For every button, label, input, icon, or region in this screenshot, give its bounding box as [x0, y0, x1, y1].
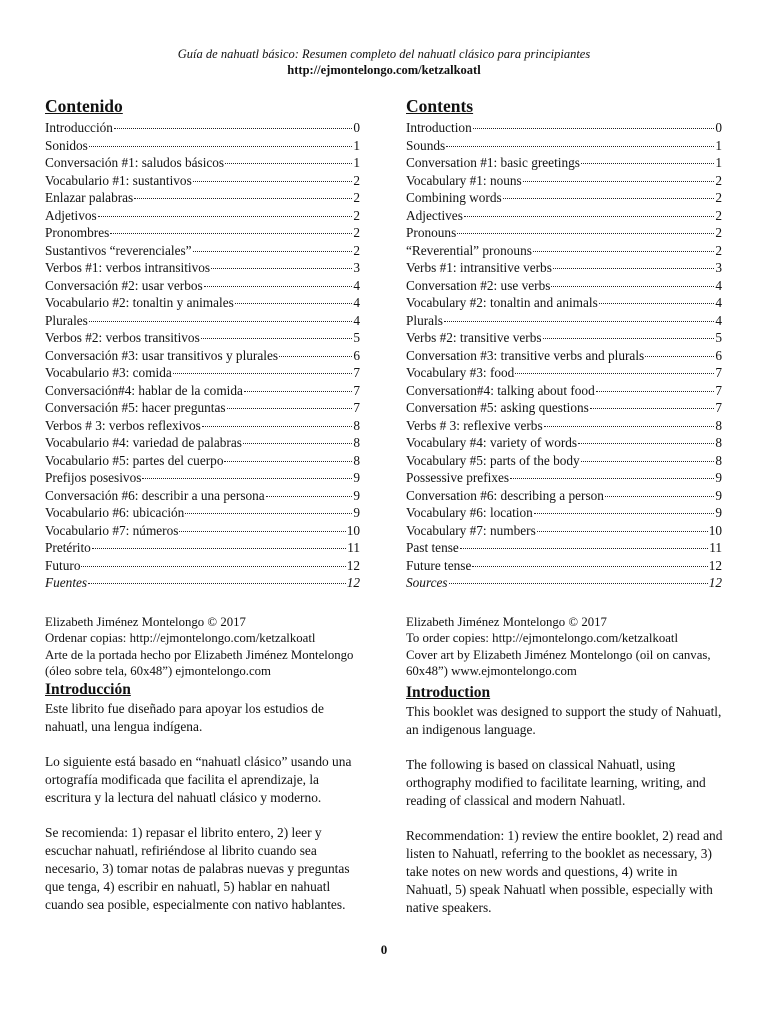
toc-entry: [406, 557, 722, 575]
toc-entry-title: Vocabulario #4: variedad de palabras: [45, 435, 242, 450]
toc-entry-page: 6: [353, 347, 360, 363]
toc-entry-page: 2: [353, 190, 360, 205]
toc-leader-dots: [173, 373, 353, 374]
toc-entry-page: 8: [715, 452, 722, 468]
toc-entry-title: Verbs #1: intransitive verbs: [406, 260, 552, 275]
toc-leader-dots: [533, 251, 714, 252]
toc-entry-title: Conversación #3: usar transitivos y plurales: [45, 347, 279, 363]
toc-entry-title: Sources: [406, 575, 448, 590]
toc-entry-title: Possessive prefixes: [406, 470, 510, 485]
toc-entry: [45, 294, 360, 312]
toc-entry-title: Sonidos: [45, 137, 88, 153]
toc-entry-title: Vocabulario #6: ubicación: [45, 505, 185, 520]
toc-entry: [45, 207, 360, 225]
toc-entry-page: 4: [353, 295, 360, 310]
toc-leader-dots: [98, 216, 353, 217]
toc-entry-page: 8: [353, 417, 360, 433]
toc-entry-title: Combining words: [406, 190, 502, 205]
toc-leader-dots: [89, 321, 353, 322]
toc-entry-title: Vocabulario #7: números: [45, 522, 179, 538]
toc-entry-title: Pronouns: [406, 225, 457, 240]
toc-entry-title: Vocabulario #5: partes del cuerpo: [45, 452, 224, 468]
toc-entry-title: Vocabulary #1: nouns: [406, 172, 522, 188]
order-copies-es: Ordenar copias: http://ejmontelongo.com/ketzalkoatl: [45, 631, 316, 645]
toc-entry-page: 4: [715, 312, 722, 328]
intro-paragraph-3-en: Recommendation: 1) review the entire booklet, 2) read and listen to Nahuatl, referring to the booklet as necessary, 3) take notes on new words and questions, 4) write in Nahuatl, 5) speak Nahuatl when possible, especially with native speakers.: [406, 828, 723, 915]
toc-entry: [45, 347, 360, 365]
toc-entry-title: Introduction: [406, 120, 472, 135]
toc-leader-dots: [473, 128, 715, 129]
toc-entry-page: 12: [346, 557, 360, 573]
toc-entry-page: 1: [353, 155, 360, 170]
toc-leader-dots: [227, 408, 353, 409]
toc-entry-title: Pronombres: [45, 225, 110, 240]
toc-entry-page: 2: [353, 225, 360, 240]
toc-entry: [406, 224, 722, 242]
toc-entry: [406, 487, 722, 505]
copyright-en: Elizabeth Jiménez Montelongo © 2017: [406, 614, 607, 629]
toc-leader-dots: [193, 181, 353, 182]
toc-entry-page: 7: [715, 382, 722, 398]
toc-entry-page: 2: [715, 207, 722, 223]
toc-entry-page: 9: [353, 487, 360, 503]
toc-entry-page: 10: [346, 522, 360, 538]
toc-entry-title: Vocabulary #2: tonaltin and animals: [406, 295, 598, 310]
toc-entry: [406, 259, 722, 277]
toc-entry-title: Prefijos posesivos: [45, 470, 142, 485]
toc-entry-title: Futuro: [45, 557, 81, 573]
cover-art-en: Cover art by Elizabeth Jiménez Montelongo (oil on canvas, 60x48”) www.ejmontelongo.com: [406, 647, 711, 678]
toc-leader-dots: [89, 146, 352, 147]
toc-entry-page: 2: [715, 172, 722, 188]
toc-entry-title: Conversación #5: hacer preguntas: [45, 400, 226, 415]
toc-entry: [45, 259, 360, 277]
toc-leader-dots: [464, 216, 714, 217]
intro-paragraph-1-es: Este librito fue diseñado para apoyar los estudios de nahuatl, una lengua indígena.: [45, 701, 324, 734]
toc-entry: [406, 574, 722, 592]
toc-leader-dots: [599, 303, 715, 304]
toc-entry-page: 9: [353, 505, 360, 520]
toc-entry-title: Introducción: [45, 120, 113, 135]
toc-entry-title: Pretérito: [45, 540, 91, 555]
toc-entry: [45, 119, 360, 137]
toc-entry-page: 10: [708, 522, 722, 538]
toc-entry-title: Conversation#4: talking about food: [406, 382, 595, 398]
toc-entry: [406, 137, 722, 155]
toc-entry-page: 0: [715, 120, 722, 135]
toc-entry: [45, 242, 360, 260]
toc-entry: [45, 504, 360, 522]
toc-entry-title: Sounds: [406, 137, 446, 153]
toc-leader-dots: [551, 286, 714, 287]
toc-entry: [45, 137, 360, 155]
order-copies-en: To order copies: http://ejmontelongo.com/ketzalkoatl: [406, 631, 679, 645]
toc-entry-title: Adjectives: [406, 207, 463, 223]
toc-entry-title: Vocabulary #4: variety of words: [406, 435, 578, 450]
toc-entry-title: Conversación #1: saludos básicos: [45, 155, 225, 170]
toc-entry-page: 2: [715, 242, 722, 258]
toc-leader-dots: [279, 356, 352, 357]
toc-entry-title: Conversación #6: describir a una persona: [45, 487, 265, 503]
toc-entry-page: 8: [353, 435, 360, 450]
toc-leader-dots: [590, 408, 715, 409]
intro-paragraph-2-es: Lo siguiente está basado en “nahuatl clásico” usando una ortografía modificada que facilita el aprendizaje, la escritura y la lectura del nahuatl clásico y moderno.: [45, 754, 352, 805]
toc-leader-dots: [81, 566, 345, 567]
toc-entry-title: Conversation #1: basic greetings: [406, 155, 580, 170]
toc-leader-dots: [211, 268, 352, 269]
toc-entry-title: Future tense: [406, 557, 472, 573]
toc-entry-page: 6: [715, 347, 722, 363]
toc-leader-dots: [581, 461, 715, 462]
toc-entry-title: Sustantivos “reverenciales”: [45, 242, 192, 258]
toc-leader-dots: [266, 496, 353, 497]
toc-entry: [406, 364, 722, 382]
toc-entry-page: 1: [715, 155, 722, 170]
toc-entry-page: 3: [715, 260, 722, 275]
toc-entry: [45, 364, 360, 382]
toc-entry: [45, 172, 360, 190]
toc-entry-title: Verbos #1: verbos intransitivos: [45, 260, 211, 275]
toc-entry-page: 2: [353, 172, 360, 188]
toc-entry-page: 7: [715, 400, 722, 415]
toc-entry: [406, 312, 722, 330]
toc-entry-title: Conversación#4: hablar de la comida: [45, 382, 243, 398]
toc-entry-title: Vocabulary #7: numbers: [406, 522, 536, 538]
toc-entry-title: Vocabulario #2: tonaltin y animales: [45, 295, 234, 310]
toc-title-es: Contenido: [45, 96, 123, 116]
toc-entry-title: Enlazar palabras: [45, 190, 134, 205]
toc-entry: [45, 434, 360, 452]
toc-leader-dots: [449, 583, 708, 584]
toc-list-es: [45, 119, 360, 592]
toc-entry-page: 7: [353, 400, 360, 415]
toc-entry-page: 4: [353, 312, 360, 328]
header-url: http://ejmontelongo.com/ketzalkoatl: [287, 63, 481, 77]
intro-paragraph-3-es: Se recomienda: 1) repasar el librito entero, 2) leer y escuchar nahuatl, refiriéndose al librito cuando sea necesario, 3) tomar notas de palabras nuevas y preguntas que tenga, 4) escribir en nahuatl, 5) hablar en nahuatl cuando sea posible, especialmente con nativo hablantes.: [45, 825, 350, 912]
toc-entry: [406, 347, 722, 365]
toc-entry-title: Plurales: [45, 312, 88, 328]
toc-leader-dots: [243, 443, 352, 444]
toc-entry-page: 12: [708, 557, 722, 573]
toc-leader-dots: [537, 531, 708, 532]
toc-leader-dots: [645, 356, 714, 357]
toc-entry: [45, 154, 360, 172]
toc-leader-dots: [204, 286, 353, 287]
toc-leader-dots: [110, 233, 352, 234]
toc-entry-page: 3: [353, 260, 360, 275]
toc-entry-page: 7: [715, 365, 722, 380]
toc-entry-page: 1: [715, 137, 722, 153]
toc-entry: [406, 119, 722, 137]
toc-entry-page: 2: [353, 207, 360, 223]
toc-entry-page: 9: [715, 470, 722, 485]
toc-entry-page: 2: [353, 242, 360, 258]
english-column: [406, 96, 722, 680]
toc-entry-title: Conversation #2: use verbs: [406, 277, 551, 293]
toc-entry: [406, 434, 722, 452]
toc-entry-title: Fuentes: [45, 575, 88, 590]
toc-leader-dots: [543, 338, 715, 339]
toc-entry-title: Verbos # 3: verbos reflexivos: [45, 417, 201, 433]
toc-entry: [45, 469, 360, 487]
credits-es: [45, 614, 360, 680]
toc-leader-dots: [224, 461, 352, 462]
toc-leader-dots: [460, 548, 708, 549]
toc-entry-title: Vocabulario #1: sustantivos: [45, 172, 192, 188]
toc-entry-page: 0: [353, 120, 360, 135]
toc-leader-dots: [244, 391, 352, 392]
toc-entry-title: “Reverential” pronouns: [406, 242, 532, 258]
toc-leader-dots: [185, 513, 352, 514]
toc-entry: [45, 557, 360, 575]
toc-entry-title: Vocabulary #5: parts of the body: [406, 452, 580, 468]
toc-entry-page: 9: [715, 505, 722, 520]
toc-entry-page: 11: [709, 540, 722, 555]
toc-title-en: Contents: [406, 96, 474, 116]
toc-entry-title: Conversación #2: usar verbos: [45, 277, 203, 293]
toc-entry-page: 4: [715, 277, 722, 293]
toc-leader-dots: [446, 146, 714, 147]
toc-entry: [406, 539, 722, 557]
toc-entry-page: 9: [715, 487, 722, 503]
toc-entry: [45, 382, 360, 400]
toc-entry: [406, 277, 722, 295]
toc-entry: [45, 487, 360, 505]
toc-entry-page: 7: [353, 365, 360, 380]
toc-entry: [406, 452, 722, 470]
toc-leader-dots: [92, 548, 346, 549]
toc-entry: [45, 312, 360, 330]
toc-leader-dots: [88, 583, 346, 584]
toc-leader-dots: [235, 303, 353, 304]
toc-leader-dots: [201, 338, 353, 339]
toc-entry: [406, 504, 722, 522]
toc-entry: [406, 399, 722, 417]
toc-entry-title: Verbs # 3: reflexive verbs: [406, 417, 543, 433]
toc-entry-page: 8: [353, 452, 360, 468]
toc-entry-page: 4: [715, 295, 722, 310]
copyright-es: Elizabeth Jiménez Montelongo © 2017: [45, 614, 246, 629]
spanish-column: [45, 96, 360, 680]
toc-entry-page: 4: [353, 277, 360, 293]
toc-entry: [406, 154, 722, 172]
toc-leader-dots: [134, 198, 352, 199]
toc-entry-title: Verbos #2: verbos transitivos: [45, 330, 200, 345]
toc-entry-title: Vocabulario #3: comida: [45, 365, 172, 380]
toc-leader-dots: [503, 198, 715, 199]
toc-leader-dots: [142, 478, 352, 479]
toc-entry-page: 12: [346, 575, 360, 590]
toc-entry: [406, 522, 722, 540]
toc-entry: [45, 452, 360, 470]
toc-entry: [45, 189, 360, 207]
toc-entry: [406, 417, 722, 435]
toc-leader-dots: [578, 443, 714, 444]
toc-entry-title: Adjetivos: [45, 207, 97, 223]
toc-entry: [45, 399, 360, 417]
toc-entry: [45, 277, 360, 295]
toc-entry: [45, 574, 360, 592]
toc-leader-dots: [553, 268, 714, 269]
toc-entry: [45, 417, 360, 435]
toc-entry: [45, 522, 360, 540]
toc-entry: [406, 189, 722, 207]
toc-entry-page: 12: [708, 575, 722, 590]
toc-entry-title: Vocabulary #6: location: [406, 505, 533, 520]
toc-leader-dots: [515, 373, 714, 374]
toc-entry-page: 8: [715, 417, 722, 433]
toc-leader-dots: [544, 426, 715, 427]
toc-entry-page: 9: [353, 470, 360, 485]
cover-art-es: Arte de la portada hecho por Elizabeth Jiménez Montelongo (óleo sobre tela, 60x48”) ejmontelongo.com: [45, 647, 354, 678]
toc-leader-dots: [457, 233, 714, 234]
toc-entry: [406, 382, 722, 400]
toc-leader-dots: [202, 426, 353, 427]
page-number: 0: [380, 942, 388, 957]
toc-entry-title: Conversation #3: transitive verbs and plurals: [406, 347, 645, 363]
toc-leader-dots: [472, 566, 707, 567]
toc-entry-page: 5: [353, 330, 360, 345]
toc-leader-dots: [605, 496, 714, 497]
introduction-es: [45, 681, 363, 931]
toc-entry: [406, 242, 722, 260]
intro-paragraph-1-en: This booklet was designed to support the study of Nahuatl, an indigenous language.: [406, 704, 722, 737]
toc-entry: [406, 294, 722, 312]
toc-entry: [406, 172, 722, 190]
toc-leader-dots: [534, 513, 715, 514]
toc-leader-dots: [523, 181, 715, 182]
toc-entry-page: 2: [715, 190, 722, 205]
toc-leader-dots: [114, 128, 352, 129]
toc-entry-page: 1: [353, 137, 360, 153]
toc-entry-title: Past tense: [406, 540, 459, 555]
intro-title-es: Introducción: [45, 681, 131, 698]
toc-entry-title: Verbs #2: transitive verbs: [406, 330, 542, 345]
toc-entry: [45, 224, 360, 242]
toc-leader-dots: [444, 321, 714, 322]
toc-entry: [406, 207, 722, 225]
toc-entry-title: Conversation #5: asking questions: [406, 400, 589, 415]
page-header: [0, 46, 768, 78]
toc-entry: [45, 539, 360, 557]
toc-leader-dots: [596, 391, 715, 392]
toc-leader-dots: [581, 163, 714, 164]
toc-entry-page: 2: [715, 225, 722, 240]
intro-paragraph-2-en: The following is based on classical Nahuatl, using orthography modified to facilitate learning, writing, and reading of classical and modern Nahuatl.: [406, 757, 706, 808]
toc-list-en: [406, 119, 722, 592]
toc-entry-page: 8: [715, 435, 722, 450]
introduction-en: [406, 684, 724, 934]
toc-entry-page: 7: [353, 382, 360, 398]
toc-leader-dots: [510, 478, 714, 479]
toc-entry-title: Plurals: [406, 312, 443, 328]
credits-en: [406, 614, 722, 680]
toc-leader-dots: [193, 251, 353, 252]
toc-entry-page: 5: [715, 330, 722, 345]
intro-title-en: Introduction: [406, 684, 491, 701]
booklet-subtitle: Guía de nahuatl básico: Resumen completo del nahuatl clásico para principiantes: [177, 47, 591, 61]
toc-leader-dots: [225, 163, 352, 164]
toc-entry: [406, 469, 722, 487]
toc-entry-title: Conversation #6: describing a person: [406, 487, 604, 503]
toc-entry: [406, 329, 722, 347]
toc-entry-page: 11: [347, 540, 360, 555]
toc-entry: [45, 329, 360, 347]
toc-leader-dots: [179, 531, 345, 532]
toc-entry-title: Vocabulary #3: food: [406, 365, 515, 380]
